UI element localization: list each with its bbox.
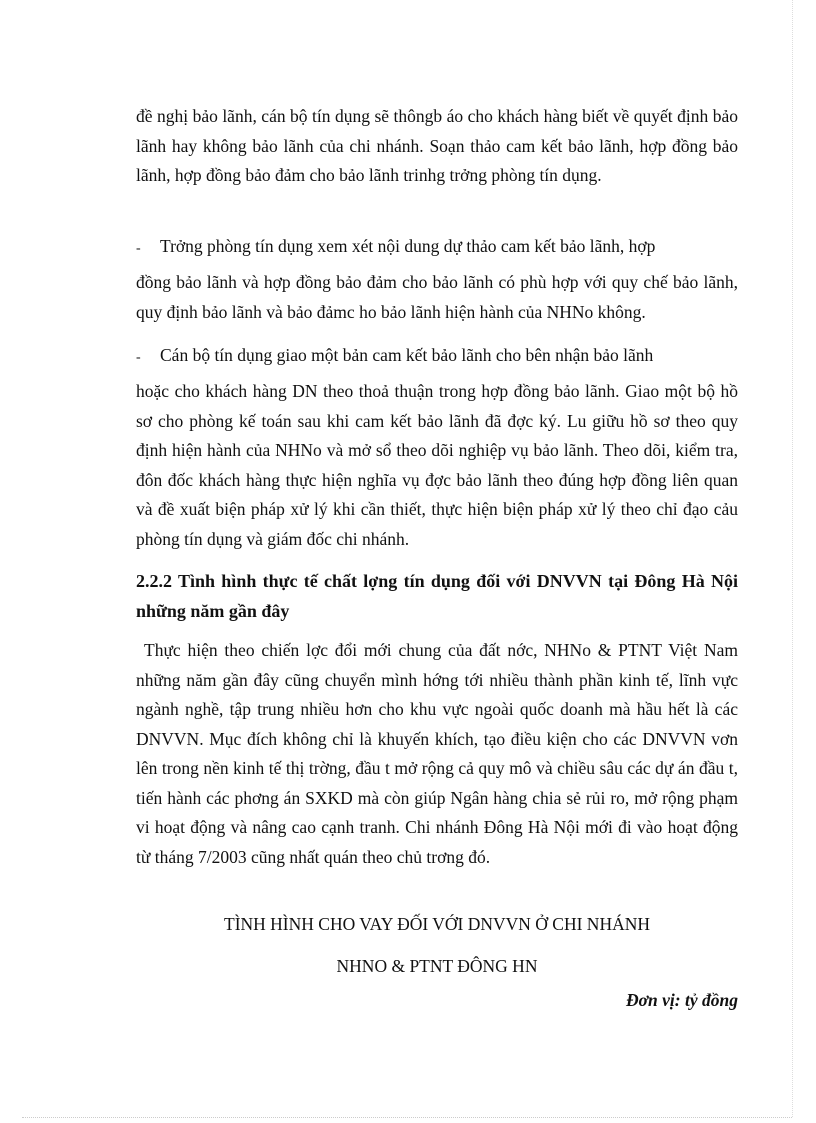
table-title-line-2: NHNO & PTNT ĐÔNG HN <box>336 956 538 976</box>
bullet-item-review <box>136 232 738 264</box>
bullet-dash-icon: - <box>136 350 141 365</box>
bullet-item-handover <box>136 341 738 373</box>
page-bottom-border <box>22 1117 792 1118</box>
table-title-line-1: TÌNH HÌNH CHO VAY ĐỐI VỚI DNVVN Ở CHI NHÁNH <box>224 914 650 934</box>
paragraph-handover-details: hoặc cho khách hàng DN theo thoả thuận trong hợp đồng bảo lãnh. Giao một bộ hồ sơ cho phòng kế toán sau khi cam kết bảo lãnh đã đợc ký. Lu giữu hồ sơ theo quy định hiện hành của NHNo và mở sổ theo dõi nghiệp vụ bảo lãnh. Theo dõi, kiểm tra, đôn đốc khách hàng thực hiện nghĩa vụ đợc bảo lãnh theo đúng hợp đồng liên quan và đề xuất biện pháp xử lý khi cần thiết, thực hiện biện pháp xử lý theo chỉ đạo cảu phòng tín dụng và giám đốc chi nhánh. <box>136 381 738 549</box>
unit-label: Đơn vị: tỷ đồng <box>626 990 738 1010</box>
paragraph-guarantee-notice: đề nghị bảo lãnh, cán bộ tín dụng sẽ thôngb áo cho khách hàng biết về quyết định bảo lãnh hay không bảo lãnh của chi nhánh. Soạn thảo cam kết bảo lãnh, hợp đồng bảo lãnh, hợp đồng bảo đảm cho bảo lãnh trinhg trởng phòng tín dụng. <box>136 106 738 185</box>
section-heading: 2.2.2 Tình hình thực tế chất lợng tín dụng đối với DNVVN tại Đông Hà Nội những năm gần đây <box>136 571 738 621</box>
paragraph-guarantee-contract: đồng bảo lãnh và hợp đồng bảo đảm cho bảo lãnh có phù hợp với quy chế bảo lãnh, quy định bảo lãnh và bảo đảmc ho bảo lãnh hiện hành của NHNo không. <box>136 272 738 322</box>
bullet-text-handover: Cán bộ tín dụng giao một bản cam kết bảo lãnh cho bên nhận bảo lãnh <box>160 345 654 365</box>
page-right-border <box>792 0 793 1117</box>
bullet-text-review: Trởng phòng tín dụng xem xét nội dung dự thảo cam kết bảo lãnh, hợp <box>160 236 656 256</box>
paragraph-strategy: Thực hiện theo chiến lợc đổi mới chung của đất nớc, NHNo & PTNT Việt Nam những năm gần đây cũng chuyển mình hớng tới nhiều thành phần kinh tế, lĩnh vực ngành nghề, tập trung nhiều hơn cho khu vực ngoài quốc doanh mà hầu hết là các DNVVN. Mục đích không chỉ là khuyến khích, tạo điều kiện cho các DNVVN vơn lên trong nền kinh tế thị trờng, đầu t mở rộng cả quy mô và chiều sâu các dự án đầu t, tiến hành các phơng án SXKD mà còn giúp Ngân hàng chia sẻ rủi ro, mở rộng phạm vi hoạt động và nâng cao cạnh tranh. Chi nhánh Đông Hà Nội mới đi vào hoạt động từ tháng 7/2003 cũng nhất quán theo chủ trơng đó. <box>136 640 738 867</box>
bullet-dash-icon: - <box>136 241 141 256</box>
